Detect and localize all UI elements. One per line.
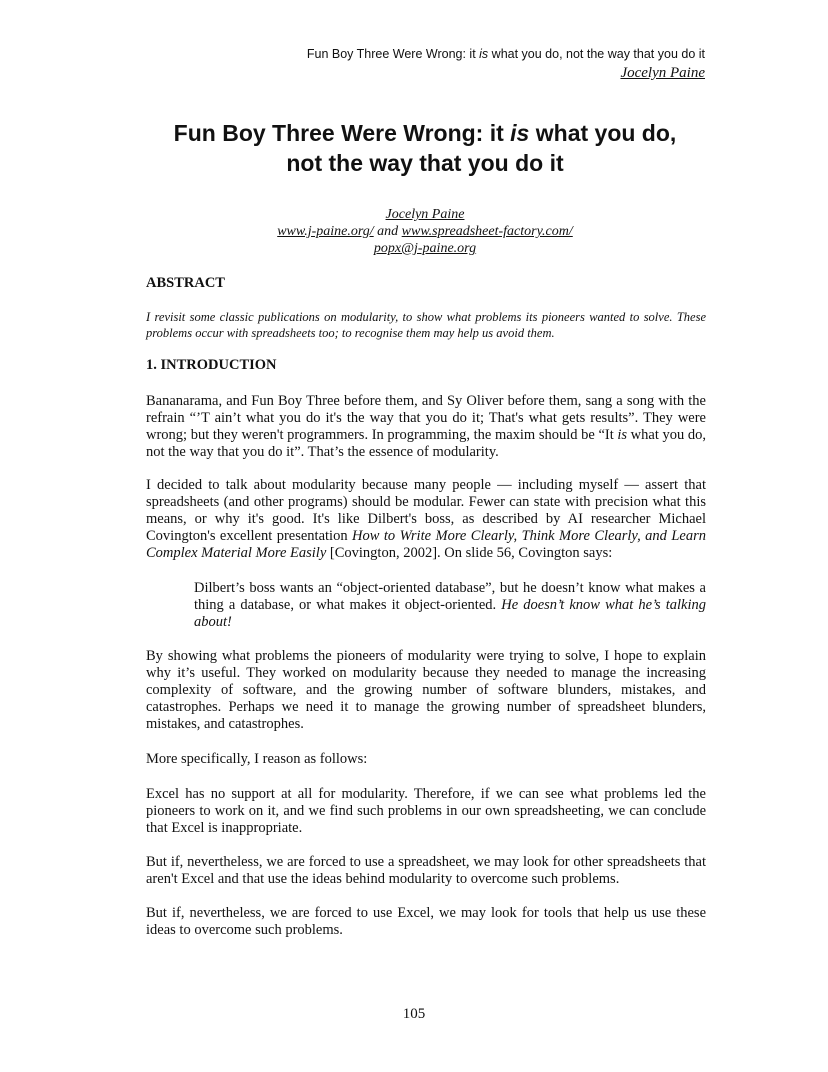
- running-head-title: Fun Boy Three Were Wrong: it is what you do, not the way that you do it: [306, 47, 705, 61]
- running-head-author: Jocelyn Paine: [620, 65, 705, 81]
- intro-paragraph-2: I decided to talk about modularity because many people — including myself — assert that spreadsheets (and other programs) should be modular. Fewer can state with precision what this means, or why it's good. It's like Dilbert's boss, as described by AI researcher Michael Covington's excellent presentation How to Write More Clearly, Think More Clearly, and Learn Complex Material More Easily [Covington, 2002]. On slide 56, Covington says:: [146, 477, 706, 561]
- author-email-link[interactable]: popx@j-paine.org: [373, 241, 477, 256]
- presentation-title: How to Write More Clearly, Think More Clearly, and Learn Complex Material More Easily: [146, 528, 706, 561]
- intro-paragraph-6: But if, nevertheless, we are forced to use a spreadsheet, we may look for other spreadsheets that aren't Excel and that use the ideas behind modularity to overcome such problems.: [146, 854, 706, 887]
- block-quote: Dilbert’s boss wants an “object-oriented database”, but he doesn’t know what makes a thing a database, or what makes it object-oriented. He doesn’t know what he’s talking about!: [194, 580, 706, 630]
- abstract-heading: ABSTRACT: [146, 275, 225, 291]
- title-line-1: Fun Boy Three Were Wrong: it is what you do,: [173, 120, 677, 146]
- intro-paragraph-1: Bananarama, and Fun Boy Three before them, and Sy Oliver before them, sang a song with the refrain “’T ain’t what you do it's the way that you do it; That's what gets results”. They were wrong; but they weren't programmers. In programming, the maxim should be “It is what you do, not the way that you do it”. That’s the essence of modularity.: [146, 393, 706, 460]
- spreadsheet-factory-link[interactable]: www.spreadsheet-factory.com/: [401, 224, 573, 239]
- author-url-link[interactable]: www.j-paine.org/: [277, 224, 374, 239]
- title-line-2: not the way that you do it: [286, 150, 564, 176]
- abstract-text: I revisit some classic publications on modularity, to show what problems its pioneers wanted to solve. These problems occur with spreadsheets too; to recognise them may help us avoid them.: [146, 310, 706, 340]
- introduction-heading: 1. INTRODUCTION: [146, 357, 277, 373]
- quote-emphasis: He doesn’t know what he’s talking about!: [194, 597, 706, 630]
- page-number: 105: [402, 1006, 426, 1022]
- author-urls: www.j-paine.org/ and www.spreadsheet-factory.com/: [277, 224, 573, 239]
- running-head-emphasis: is: [479, 47, 489, 61]
- intro-paragraph-4: More specifically, I reason as follows:: [146, 751, 368, 767]
- intro-paragraph-5: Excel has no support at all for modularity. Therefore, if we can see what problems led the pioneers to work on it, and we find such problems in our own spreadsheeting, we can conclude that Excel is inappropriate.: [146, 786, 706, 836]
- intro-paragraph-3: By showing what problems the pioneers of modularity were trying to solve, I hope to explain why it’s useful. They worked on modularity because they needed to manage the increasing complexity of software, and the growing number of software blunders, mistakes, and catastrophes. Perhaps we need it to manage the growing number of spreadsheet blunders, mistakes, and catastrophes.: [146, 648, 706, 732]
- intro-paragraph-7: But if, nevertheless, we are forced to use Excel, we may look for tools that help us use these ideas to overcome such problems.: [146, 905, 706, 938]
- author-block: [130, 206, 720, 257]
- maxim-emphasis: is: [617, 427, 628, 443]
- paper-title: [130, 118, 720, 178]
- title-emphasis: is: [510, 120, 530, 146]
- author-name: Jocelyn Paine: [385, 207, 465, 222]
